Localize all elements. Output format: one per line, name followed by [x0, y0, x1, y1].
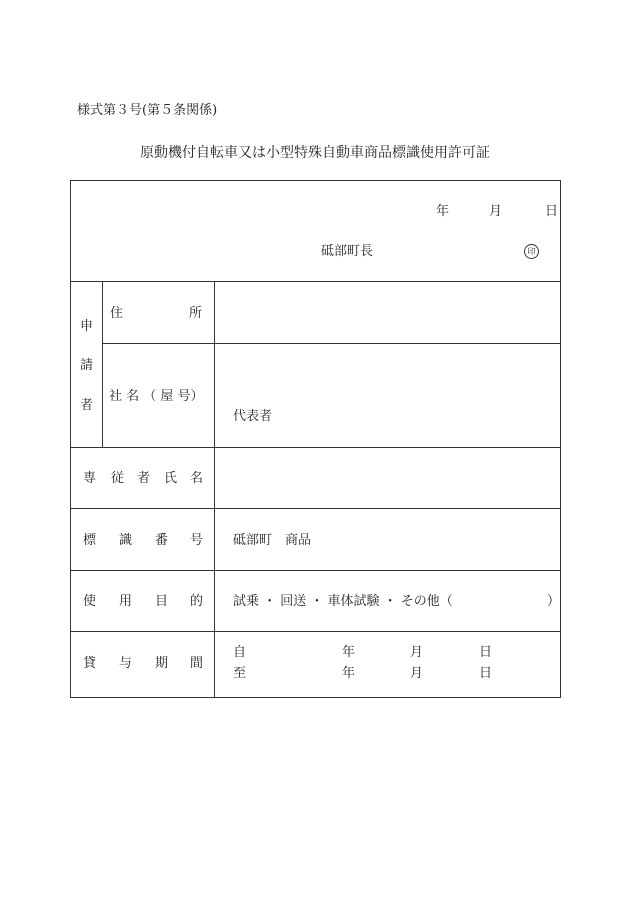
purpose-label-char: 使: [83, 594, 97, 609]
employee-label-char: 専: [83, 471, 97, 486]
row-divider: [71, 281, 560, 282]
employee-label-char: 氏: [164, 471, 178, 486]
form-title: 原動機付自転車又は小型特殊自動車商品標識使用許可証: [140, 145, 490, 161]
issuer-name: 砥部町長: [321, 244, 374, 259]
purpose-label-char: 目: [155, 594, 169, 609]
row-divider: [71, 570, 560, 571]
address-label-char: 所: [189, 306, 203, 321]
issue-month-unit: 月: [489, 204, 503, 219]
applicant-label-char: 者: [80, 398, 94, 413]
loan-from-day-unit: 日: [479, 645, 493, 660]
sign-number-label-char: 標: [83, 533, 97, 548]
company-name-label: 社 名 （ 屋 号）: [109, 389, 204, 404]
issue-day-unit: 日: [545, 204, 559, 219]
loan-from-label: 自: [233, 645, 247, 660]
loan-to-day-unit: 日: [479, 666, 493, 681]
employee-label-char: 名: [190, 471, 204, 486]
row-divider: [71, 447, 560, 448]
loan-period-label-char: 期: [155, 656, 169, 671]
row-divider: [71, 508, 560, 509]
purpose-label-char: 用: [119, 594, 133, 609]
row-divider: [71, 631, 560, 632]
sign-number-label-char: 識: [119, 533, 133, 548]
purpose-close-paren: ）: [547, 594, 561, 609]
purpose-label-char: 的: [190, 594, 204, 609]
form-number: 様式第３号(第５条関係): [77, 103, 218, 118]
loan-to-label: 至: [233, 666, 247, 681]
loan-to-month-unit: 月: [410, 666, 424, 681]
sign-number-value[interactable]: 砥部町 商品: [233, 533, 312, 548]
loan-from-year-unit: 年: [342, 645, 356, 660]
loan-to-year-unit: 年: [342, 666, 356, 681]
loan-period-label-char: 貸: [83, 656, 97, 671]
loan-period-label-char: 間: [190, 656, 204, 671]
address-label-char: 住: [110, 306, 124, 321]
applicant-label-char: 請: [80, 358, 94, 373]
applicant-label-char: 申: [80, 319, 94, 334]
representative-label: 代表者: [233, 409, 273, 424]
row-divider: [102, 343, 560, 344]
column-divider: [102, 281, 103, 447]
sign-number-label-char: 号: [190, 533, 204, 548]
employee-label-char: 者: [137, 471, 151, 486]
permit-form-table: [70, 180, 561, 698]
purpose-options[interactable]: 試乗 ・ 回送 ・ 車体試験 ・ その他（: [233, 594, 453, 609]
issue-year-unit: 年: [436, 204, 450, 219]
sign-number-label-char: 番: [155, 533, 169, 548]
seal-icon: 印: [524, 244, 539, 259]
loan-from-month-unit: 月: [410, 645, 424, 660]
loan-period-label-char: 与: [119, 656, 133, 671]
employee-label-char: 従: [111, 471, 125, 486]
column-divider: [214, 281, 215, 697]
